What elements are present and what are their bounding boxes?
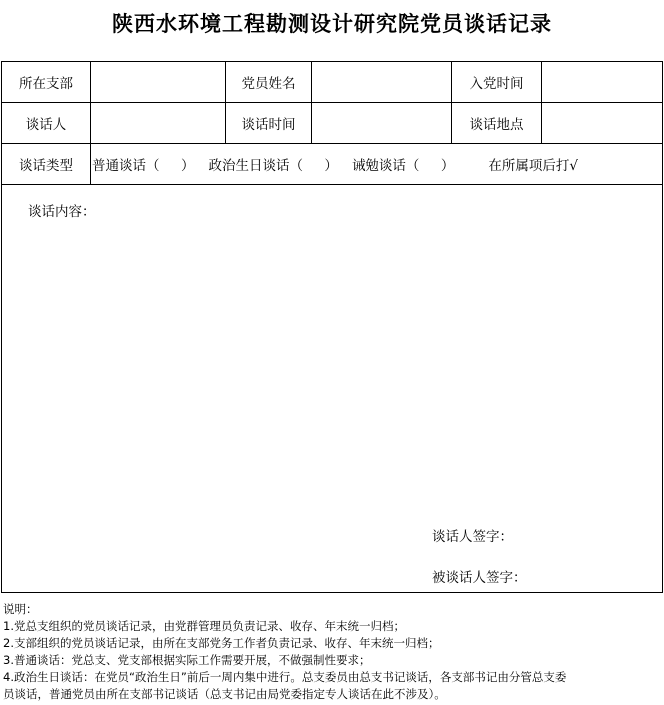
form-row-basic-info: [2, 62, 662, 103]
talk-type-options: [92, 144, 578, 184]
note-line: 4.政治生日谈话：在党员“政治生日”前后一周内集中进行。总支委员由总支书记谈话，各支部书记由分管总支委: [3, 670, 567, 684]
record-form: [1, 61, 663, 593]
interviewee-signature-label: 被谈话人签字：: [432, 570, 527, 586]
option-normal-talk[interactable]: 普通谈话（ ）: [92, 158, 195, 174]
talk-time-field[interactable]: [311, 103, 451, 143]
branch-label: 所在支部: [19, 76, 73, 92]
talk-time-label: 谈话时间: [225, 103, 311, 143]
talker-label: 谈话人: [25, 117, 67, 133]
form-row-talk-type: [2, 144, 662, 185]
note-line: 员谈话，普通党员由所在支部书记谈话（总支书记由局党委指定专人谈话在此不涉及）。: [3, 687, 446, 701]
member-name-label: 党员姓名: [225, 62, 311, 102]
page-title: 陕西水环境工程勘测设计研究院党员谈话记录: [112, 11, 552, 36]
form-row-talk-info: [2, 103, 662, 144]
notes-section: [3, 601, 661, 703]
note-line: 3.普通谈话：党总支、党支部根据实际工作需要开展，不做强制性要求；: [3, 653, 371, 667]
talk-place-field[interactable]: [541, 103, 662, 143]
talk-content-label: 谈话内容：: [28, 204, 96, 220]
notes-heading: 说明：: [3, 602, 38, 616]
note-line: 2.支部组织的党员谈话记录，由所在支部党务工作者负责记录、收存、年末统一归档；: [3, 636, 440, 650]
option-political-birthday-talk[interactable]: 政治生日谈话（ ）: [208, 158, 338, 174]
talk-type-label: 谈话类型: [19, 158, 73, 174]
member-name-field[interactable]: [311, 62, 451, 102]
option-admonish-talk[interactable]: 诫勉谈话（ ）: [351, 158, 455, 174]
branch-field[interactable]: [90, 62, 225, 102]
talker-signature-label: 谈话人签字：: [432, 529, 513, 545]
talk-place-label: 谈话地点: [451, 103, 541, 143]
join-date-field[interactable]: [541, 62, 662, 102]
talker-field[interactable]: [90, 103, 225, 143]
check-instruction: 在所属项后打√: [488, 158, 579, 174]
note-line: 1.党总支组织的党员谈话记录，由党群管理员负责记录、收存、年末统一归档；: [3, 619, 405, 633]
join-date-label: 入党时间: [451, 62, 541, 102]
